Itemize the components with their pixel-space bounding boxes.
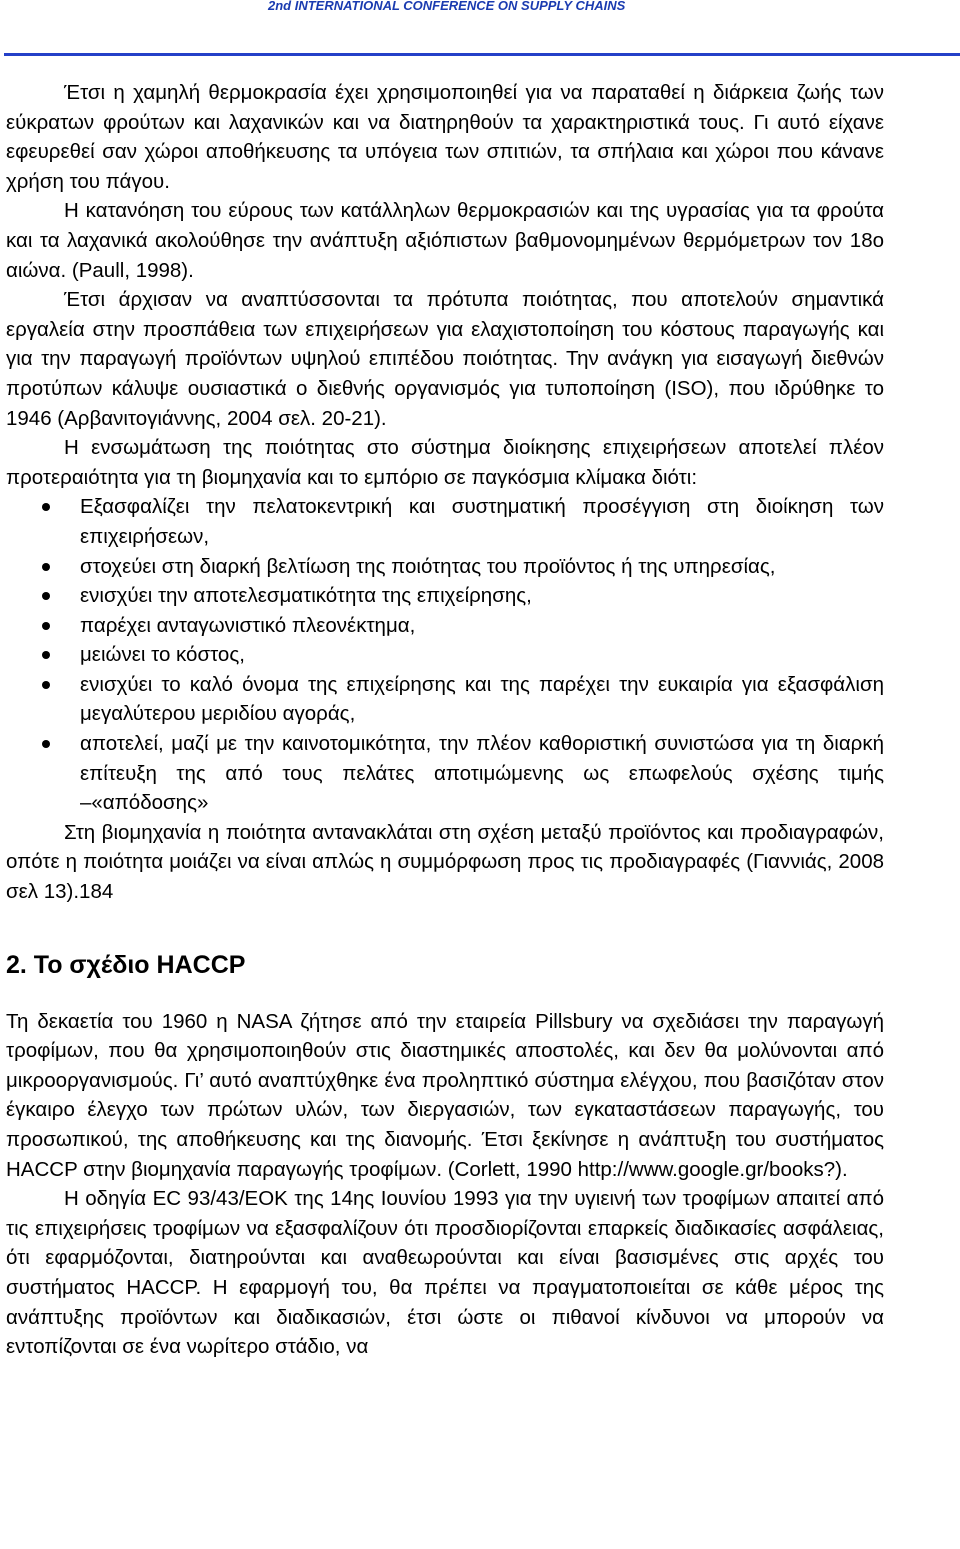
conference-title: 2nd INTERNATIONAL CONFERENCE ON SUPPLY CHAINS	[268, 0, 626, 13]
list-item	[6, 581, 884, 611]
list-item-text: αποτελεί, μαζί με την καινοτομικότητα, την πλέον καθοριστική συνιστώσα για τη διαρκή επίτευξη της από τους πελάτες αποτιμώμενης ως επωφελούς σχέσης τιμής –«απόδοσης»	[80, 732, 884, 815]
bullet-icon	[42, 740, 50, 748]
list-item-text: ενισχύει την αποτελεσματικότητα της επιχείρησης,	[80, 584, 532, 608]
paragraph-6: Τη δεκαετία του 1960 η NASA ζήτησε από την εταιρεία Pillsbury να σχεδιάσει την παραγωγή τροφίμων, που θα χρησιμοποιηθούν στις διαστημικές αποστολές, και δεν θα μολύνονται από μικροοργανισμούς. Γι’ αυτό αναπτύχθηκε ένα προληπτικό σύστημα ελέγχου, που βασιζόταν στον έγκαιρο έλεγχο των πρώτων υλών, των διεργασιών, των εγκαταστάσεων παραγωγής, του προσωπικού, της αποθήκευσης και της διανομής. Έτσι ξεκίνησε η ανάπτυξη του συστήματος HACCP στην βιομηχανία παραγωγής τροφίμων. (Corlett, 1990 http://www.google.gr/books?).	[6, 1009, 884, 1181]
section-heading: 2. Το σχέδιο HACCP	[6, 950, 246, 979]
paragraph-2: Η κατανόηση του εύρους των κατάλληλων θερμοκρασιών και της υγρασίας για τα φρούτα και τα λαχανικά ακολούθησε την ανάπτυξη αξιόπιστων βαθμονομημένων θερμόμετρων τον 18ο αιώνα. (Paull, 1998).	[6, 199, 884, 282]
list-item	[6, 552, 884, 582]
list-item	[6, 640, 884, 670]
benefits-list	[6, 492, 884, 818]
list-item-text: παρέχει ανταγωνιστικό πλεονέκτημα,	[80, 613, 416, 637]
header-rule	[4, 53, 960, 56]
bullet-icon	[42, 681, 50, 689]
bullet-icon	[42, 651, 50, 659]
bullet-icon	[42, 622, 50, 630]
list-item-text: μειώνει το κόστος,	[80, 643, 245, 667]
bullet-icon	[42, 563, 50, 571]
list-item	[6, 670, 884, 729]
paragraph-1: Έτσι η χαμηλή θερμοκρασία έχει χρησιμοποιηθεί για να παραταθεί η διάρκεια ζωής των εύκρατων φρούτων και λαχανικών και να διατηρηθούν τα χαρακτηριστικά τους. Γι αυτό είχανε εφευρεθεί σαν χώροι αποθήκευσης τα υπόγεια των σπιτιών, τα σπήλαια και χώροι που κάνανε χρήση του πάγου.	[6, 81, 884, 193]
paragraph-7: Η οδηγία EC 93/43/EOK της 14ης Ιουνίου 1993 για την υγιεινή των τροφίμων απαιτεί από τις επιχειρήσεις τροφίμων να εξασφαλίζουν ότι προσδιορίζονται επαρκείς διαδικασίες ασφάλειας, ότι εφαρμόζονται, διατηρούνται και αναθεωρούνται και είναι βασισμένες στις αρχές του συστήματος HACCP. Η εφαρμογή του, θα πρέπει να πραγματοποιείται σε κάθε μέρος της ανάπτυξης προϊόντων και διαδικασιών, έτσι ώστε οι πιθανοί κίνδυνοι να μπορούν να εντοπίζονται σε ένα νωρίτερο στάδιο, να	[6, 1187, 884, 1359]
list-item	[6, 729, 884, 818]
bullet-icon	[42, 592, 50, 600]
list-item	[6, 611, 884, 641]
paragraph-3: Έτσι άρχισαν να αναπτύσσονται τα πρότυπα ποιότητας, που αποτελούν σημαντικά εργαλεία στην προσπάθεια των επιχειρήσεων για ελαχιστοποίηση του κόστους παραγωγής και για την παραγωγή προϊόντων υψηλού επιπέδου ποιότητας. Την ανάγκη για εισαγωγή διεθνών προτύπων κάλυψε ουσιαστικά ο διεθνής οργανισμός για τυποποίηση (ISO), που ιδρύθηκε το 1946 (Αρβανιτογιάννης, 2004 σελ. 20-21).	[6, 288, 884, 430]
list-item-text: ενισχύει το καλό όνομα της επιχείρησης και της παρέχει την ευκαιρία για εξασφάλιση μεγαλύτερου μεριδίου αγοράς,	[80, 672, 884, 726]
list-item-text: Εξασφαλίζει την πελατοκεντρική και συστηματική προσέγγιση στη διοίκηση των επιχειρήσεων,	[80, 495, 884, 548]
paragraph-4: Η ενσωμάτωση της ποιότητας στο σύστημα διοίκησης επιχειρήσεων αποτελεί πλέον προτεραιότητα για τη βιομηχανία και το εμπόριο σε παγκόσμια κλίμακα διότι:	[6, 436, 884, 489]
page-header	[0, 0, 960, 18]
bullet-icon	[42, 503, 50, 511]
list-item-text: στοχεύει στη διαρκή βελτίωση της ποιότητας του προϊόντος ή της υπηρεσίας,	[80, 554, 776, 578]
paragraph-5: Στη βιομηχανία η ποιότητα αντανακλάται στη σχέση μεταξύ προϊόντος και προδιαγραφών, οπότε η ποιότητα μοιάζει να είναι απλώς η συμμόρφωση προς τις προδιαγραφές (Γιαννιάς, 2008 σελ 13).184	[6, 820, 884, 904]
document-body	[6, 78, 884, 1362]
list-item	[6, 492, 884, 551]
